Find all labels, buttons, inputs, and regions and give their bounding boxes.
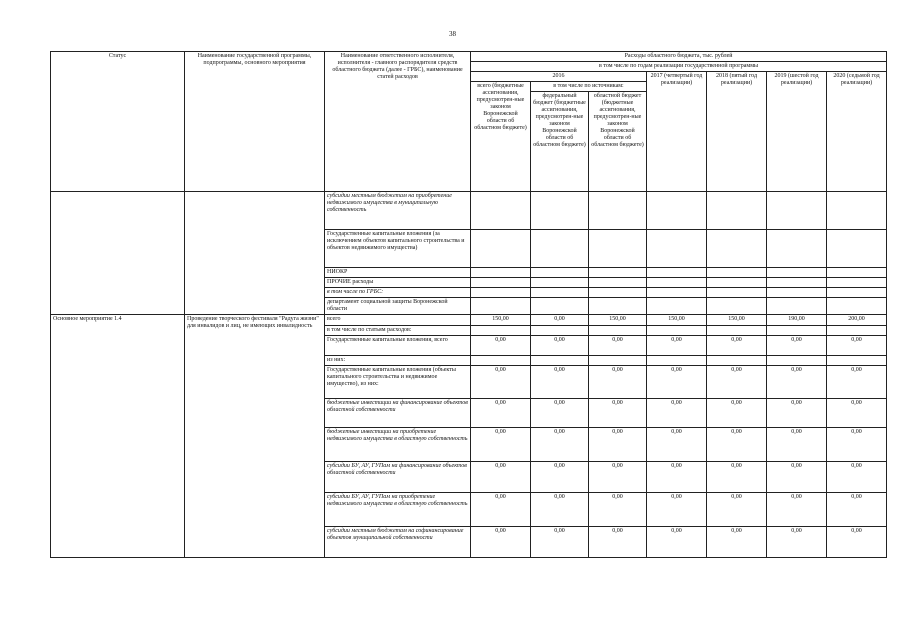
value-2019: 190,00 [767, 315, 827, 326]
page-number: 38 [449, 30, 456, 38]
row-label: в том числе по статьям расходов: [325, 326, 471, 336]
value-total: 0,00 [471, 462, 531, 493]
value-2019: 0,00 [767, 493, 827, 527]
row-label: Государственные капитальные вложения (объекты капитального строительства и недвижимое имущество), из них: [325, 366, 471, 399]
value-total: 0,00 [471, 527, 531, 558]
value-2017: 0,00 [647, 399, 707, 428]
value-2018: 0,00 [707, 336, 767, 356]
value-2017: 0,00 [647, 527, 707, 558]
value-2020: 0,00 [827, 527, 887, 558]
header-2019: 2019 (шестой год реализации) [767, 72, 827, 192]
value-2018: 0,00 [707, 366, 767, 399]
header-responsible: Наименование ответственного исполнителя, исполнителя - главного распорядителя средств областного бюджета (далее - ГРБС), наименование статей расходов [325, 52, 471, 192]
row-label: субсидии БУ, АУ, ГУПам на финансирование объектов областной собственности [325, 462, 471, 493]
row-label: в том числе по ГРБС: [325, 288, 471, 298]
value-federal: 0,00 [531, 366, 589, 399]
value-total: 0,00 [471, 336, 531, 356]
budget-table [50, 51, 887, 558]
value-2018: 0,00 [707, 493, 767, 527]
header-by-years: в том числе по годам реализации государственной программы [471, 62, 887, 72]
value-federal: 0,00 [531, 315, 589, 326]
value-regional: 0,00 [589, 493, 647, 527]
header-regional: областной бюджет (бюджетные ассигнования, предусмотрен-ные законом Воронежской области об областном бюджете) [589, 92, 647, 192]
measure-name: Проведение творческого фестиваля "Радуга жизни" для инвалидов и лиц, не имеющих инвалидность [185, 315, 325, 558]
value-2019: 0,00 [767, 336, 827, 356]
value-2018: 0,00 [707, 428, 767, 462]
value-regional: 0,00 [589, 462, 647, 493]
value-total: 0,00 [471, 428, 531, 462]
value-2017: 0,00 [647, 336, 707, 356]
row-label: субсидии местным бюджетам на софинансирование объектов муниципальной собственности [325, 527, 471, 558]
value-2019: 0,00 [767, 428, 827, 462]
value-2019: 0,00 [767, 527, 827, 558]
header-expenses: Расходы областного бюджета, тыс. рублей [471, 52, 887, 62]
header-program-name: Наименование государственной программы, подпрограммы, основного мероприятия [185, 52, 325, 192]
value-2018: 0,00 [707, 462, 767, 493]
row-label: ПРОЧИЕ расходы [325, 278, 471, 288]
row-label: НИОКР [325, 268, 471, 278]
value-2020: 0,00 [827, 493, 887, 527]
value-federal: 0,00 [531, 428, 589, 462]
program-cell-empty [185, 192, 325, 315]
header-2020: 2020 (седьмой год реализации) [827, 72, 887, 192]
header-2017: 2017 (четвертый год реализации) [647, 72, 707, 192]
value-regional: 0,00 [589, 527, 647, 558]
status-cell-empty [51, 192, 185, 315]
value-2020: 0,00 [827, 366, 887, 399]
value-2019: 0,00 [767, 399, 827, 428]
value-2017: 0,00 [647, 462, 707, 493]
row-label: субсидии БУ, АУ, ГУПам на приобретение недвижимого имущества в областную собственность [325, 493, 471, 527]
row-label: из них: [325, 356, 471, 366]
value-federal: 0,00 [531, 527, 589, 558]
value-2018: 150,00 [707, 315, 767, 326]
value-federal: 0,00 [531, 493, 589, 527]
value-2017: 0,00 [647, 366, 707, 399]
value-2017: 150,00 [647, 315, 707, 326]
value-regional: 150,00 [589, 315, 647, 326]
header-status: Статус [51, 52, 185, 192]
value-2018: 0,00 [707, 399, 767, 428]
value-regional: 0,00 [589, 366, 647, 399]
value-2020: 0,00 [827, 336, 887, 356]
value-total: 0,00 [471, 493, 531, 527]
value-2017: 0,00 [647, 493, 707, 527]
header-2018: 2018 (пятый год реализации) [707, 72, 767, 192]
value-federal: 0,00 [531, 462, 589, 493]
header-federal: федеральный бюджет (бюджетные ассигнования, предусмотрен-ные законом Воронежской области об областном бюджете) [531, 92, 589, 192]
value-2019: 0,00 [767, 462, 827, 493]
row-label: Государственные капитальные вложения, всего [325, 336, 471, 356]
value-2019: 0,00 [767, 366, 827, 399]
value-total: 150,00 [471, 315, 531, 326]
header-year-2016: 2016 [471, 72, 647, 82]
value-regional: 0,00 [589, 336, 647, 356]
value-federal: 0,00 [531, 399, 589, 428]
value-regional: 0,00 [589, 428, 647, 462]
header-incl-sources: в том числе по источникам: [531, 82, 647, 92]
row-label: департамент социальной защиты Воронежской области [325, 298, 471, 315]
row-label: всего [325, 315, 471, 326]
row-label: Государственные капитальные вложения (за исключением объектов капитального строительства и объектов недвижимого имущества) [325, 230, 471, 268]
value-2020: 0,00 [827, 428, 887, 462]
value-federal: 0,00 [531, 336, 589, 356]
value-2020: 0,00 [827, 399, 887, 428]
value-2017: 0,00 [647, 428, 707, 462]
value-2020: 0,00 [827, 462, 887, 493]
row-label: бюджетные инвестиции на приобретение недвижимого имущества в областную собственность [325, 428, 471, 462]
value-regional: 0,00 [589, 399, 647, 428]
row-label: бюджетные инвестиции на финансирование объектов областной собственности [325, 399, 471, 428]
value-2020: 200,00 [827, 315, 887, 326]
value-2018: 0,00 [707, 527, 767, 558]
row-label: субсидии местным бюджетам на приобретение недвижимого имущества в муниципальную собственность [325, 192, 471, 230]
value-total: 0,00 [471, 366, 531, 399]
measure-status: Основное мероприятие 1.4 [51, 315, 185, 558]
value-total: 0,00 [471, 399, 531, 428]
header-total: всего (бюджетные ассигнования, предусмотрен-ные законом Воронежской области об областном бюджете) [471, 82, 531, 192]
